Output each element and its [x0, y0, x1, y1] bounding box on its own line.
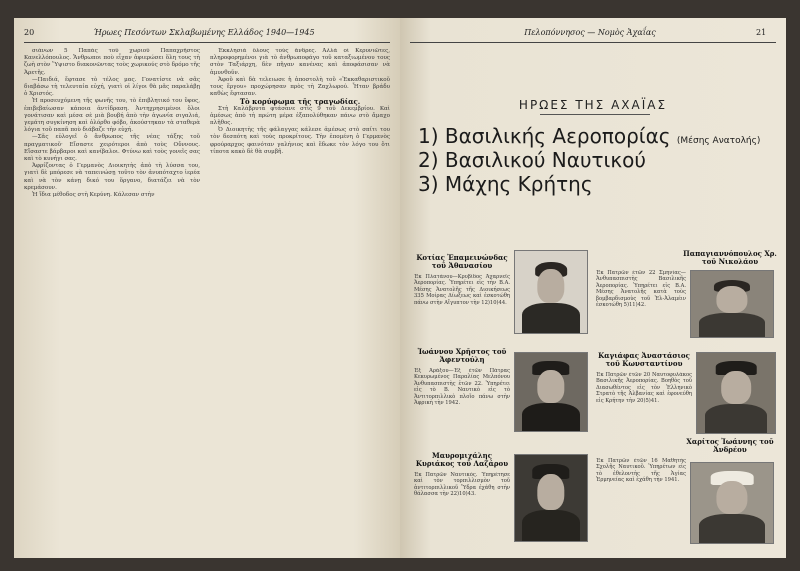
paragraph: —Σᾶς εὐλογεῖ ὁ ἄνθρωπος τῆς νέας τάξης τοῦ πραγματικοῦ· Εἴσαστε χειρότεροι ἀπὸ τοὺς Οὔννους. Εἴσαστε βάρβαροι καὶ κανίβαλοι. Φτύνω καὶ τοὺς γονεῖς σας καὶ τὸ κυνήγι σας. [24, 134, 200, 163]
paragraph: Ἡ προσευχόμενη τῆς φωνῆς του, τὸ ἐπιβλητικό του ὕφος, ἐπιβεβαίωσαν κάποια ἀντίδραση. Ἀντηχρησιμένοι ὅλοι γονάτισαν καὶ μέσα σὲ μιὰ βουβή ἀπὸ τὴν ἀγωνία σιγαλιά, γεμάτη συγκίνηση καὶ ὁλόρθο φόβο, ἀκούστηκαν τὰ σταθερὰ λόγια τοῦ παπᾶ ποὺ διάβαζε τὴν εὐχή. [24, 98, 200, 134]
hero-name: Κοτίας Ἐπαμεινώνδας τοῦ Ἀθανασίου [416, 253, 508, 270]
paragraph: Ἀφρίζοντας ὁ Γερμανὸς Διοικητὴς ἀπὸ τὴ λύσσα του, γιατὶ δὲ μπόρεσε νὰ ταπεινώσῃ τοῦτο τὸν ἀνυπόταχτο ἱερέα καὶ νὰ τὸν κάνῃ δικό του ὅργανο, διατάζει νὰ τὸν κρεμάσουν. [24, 163, 200, 191]
hero-name: Ἰωάννου Χρῆστος τοῦ Ἀφεντούλη [417, 347, 507, 364]
hero-name: Καγιάφας Ἀναστάσιος τοῦ Κωνσταντίνου [598, 351, 690, 368]
hero-description: Ἐκ Πατρῶν ἐτῶν 20 Ναυτοφυλάκος Βασιλικῆς Ἀεροπορίας. Βοηθὸς τοῦ Διασωθέντος εἰς τὸν Ἑλληνικὸ Στρατὸ τῆς Ἀλβανίας καὶ ἐφονεύθη εἰς Κρήτην τὴν 20)5)41. [596, 372, 692, 404]
handwritten-note: (Μέσης Ανατολής) [676, 136, 761, 146]
section-subheading: Τὸ κορύφωμα τῆς τραγωδίας. [239, 97, 361, 107]
hero-portrait [696, 352, 776, 434]
hero-description: Ἐξ Ἀράξου—Ἐξ ἐτῶν Πάτρας Κεκυρωμένος Παραλίας Μελπόνου Ἀνθυπασπιστὴς ἐτῶν 22. Ὑπηρέτει εἰς τὸ Β. Ναυτικὸ εἰς τὸ Ἀντιτορπιλλικὸ πλοῖο πάνω στὴν Ἀφρικὴ τὴν 1942. [414, 368, 510, 407]
handwritten-line-3 [418, 172, 593, 196]
hero-name: Μαυρομιχάλης Κυριάκος τοῦ Λαζάρου [415, 451, 509, 468]
paragraph: Ἐκκλησιὰ ὅλους τοὺς ἄνδρες. Ἀλλὰ οἱ Κερυνιῶτες, πληροφορημένοι γιὰ τὸ ἀνθρωποφάγο τοῦ καταξιωμένου τους στὸν Ταξιάρχη, δὲν πῆγαν κανένας καὶ ἀποφάσισαν νὰ ἀμυνθοῦν. [210, 48, 390, 76]
text-column-2 [210, 48, 390, 548]
paragraph: —Παιδιά, ἔφτασε τὸ τέλος μας. Γονατίστε νὰ σᾶς διαβάσω τὴ τελευταία εὐχή, γιατὶ οἱ λίγοι θὰ μᾶς παραλάβῃ ὁ Χριστός. [24, 76, 200, 98]
header-rule [24, 42, 390, 43]
hero-description: Ἐκ Πατρῶν ἐτῶν 22 Σμηνίας—Ἀνθυπασπιστὴς Βασιλικῆς Ἀεροπορίας. Ὑπηρέτει εἰς Β.Α. Μέσης Ἀνατολῆς κατὰ τοὺς βομβαρδισμοὺς τοῦ Ἐλ-Ἀλαμέιν ἐσκοτώθη 5)11)42. [596, 270, 686, 309]
hero-name: Χαρίτος Ἰωάννης τοῦ Ἀνδρέου [686, 437, 774, 454]
paragraph: Ἡ ἴδια μέθοδος στὴ Κερύνη. Κάλεσαν στὴν [32, 192, 155, 199]
page-number: 21 [756, 28, 767, 37]
handwritten-text: Βασιλικού Ναυτικού [444, 148, 646, 172]
hero-description: Ἐκ Πλατάνου—Κρυβίδος Ἀχαρνεῖς Ἀεροπορίας. Ὑπηρέτει εἰς τὴν Β.Α. Μέσης Ἀνατολῆς τῆς Διοικήσεως 335 Μοίρας Δίωξεως καὶ ἐσκοτώθη πάνω στὴν Αἴγυπτον τὴν 12)10)44. [414, 274, 510, 306]
hero-portrait [514, 454, 588, 542]
hero-description: Ἐκ Πατρῶν Ναυτικὸς. Ὑπηρέτησε καὶ τὸν τορπιλλισμὸν τοῦ ἀντιτορπιλλικοῦ Ὕδρα ἐχάθη στὴν θάλασσα τὴν 22)10)43. [414, 472, 510, 498]
hero-portrait [514, 250, 588, 334]
list-number: 2) [418, 148, 439, 172]
handwritten-text: Μάχης Κρήτης [444, 172, 593, 196]
header-rule [410, 42, 776, 43]
text-column-1 [24, 48, 200, 548]
hero-name: Παπαγιαννόπουλος Χρ. τοῦ Νικολάου [683, 249, 777, 266]
list-number: 3) [418, 172, 439, 196]
running-title: Πελοπόννησος — Νομὸς Ἀχαΐας [524, 28, 656, 37]
hero-portrait [690, 270, 774, 338]
section-title: ΗΡΩΕΣ ΤΗΣ ΑΧΑΪΑΣ [518, 98, 668, 112]
paragraph: Ἀφοῦ καὶ δὰ τελειωσε ἡ ἀποστολὴ τοῦ «Ἐκκαθαριστικοῦ τους ἔργου» προχώρησαν πρὸς τὴ Ζαχλωρού. Ἦταν βράδυ καθὼς ἔφτασαν. [210, 76, 390, 98]
handwritten-line-2 [418, 148, 646, 172]
handwritten-text: Βασιλικής Αεροπορίας [444, 124, 671, 148]
hero-description: Ἐκ Πατρῶν ἐτῶν 16 Μαθητὴς Σχολῆς Ναυτικοῦ. Ὑπηρέτων εἰς τὸ ἐθελοντὴς τῆς Ἁγίας Ἑρμηνείας καὶ ἐχάθη τὴν 1941. [596, 458, 686, 484]
handwritten-line-1 [418, 124, 760, 148]
list-number: 1) [418, 124, 439, 148]
hero-portrait [690, 462, 774, 544]
title-underline [540, 114, 650, 115]
paragraph: Ὁ Διοικητὴς τῆς φάλαγγας κάλεσε ἀμέσως στὸ σπίτι του τὸν δεσπότη καὶ τοὺς προκρίτους. Τὴν ἐπομένη ὁ Γερμανὸς φρούραρχος φαινόταν γαλήνιος καὶ ἔδωκε τὸν λόγο του ὅτι τίποτα κακὸ δὲ θὰ συμβῆ. [210, 127, 390, 155]
page-number: 20 [24, 28, 35, 37]
running-title: Ήρωες Πεσόντων Σκλαβωμένης Ελλάδος 1940—1945 [93, 28, 315, 37]
paragraph: Στὴ Καλάβρυτα φτάσανε στὶς 9 τοῦ Δεκεμβρίου. Καὶ ἀμέσως ἀπὸ τὴ πρώτη μέρα ἐξαπολύθηκαν πάνω στὸ ἄμαχο πλῆθος. [210, 105, 390, 127]
paragraph: σιάνων 5 Παπάς τοῦ χωριοῦ Παπαχρῆστος Κανελλόπουλος. Ἄνθρωποι ποὺ εἶχαν ἀφιερώσει ὅλη τους τὴ ζωὴ στὸν Ὕψιστο διακονῶντας τοὺς χωρικούς στὸ δρόμο τῆς Ἀρετῆς. [24, 48, 200, 76]
right-page [400, 18, 786, 558]
left-page [14, 18, 400, 558]
hero-portrait [514, 352, 588, 432]
